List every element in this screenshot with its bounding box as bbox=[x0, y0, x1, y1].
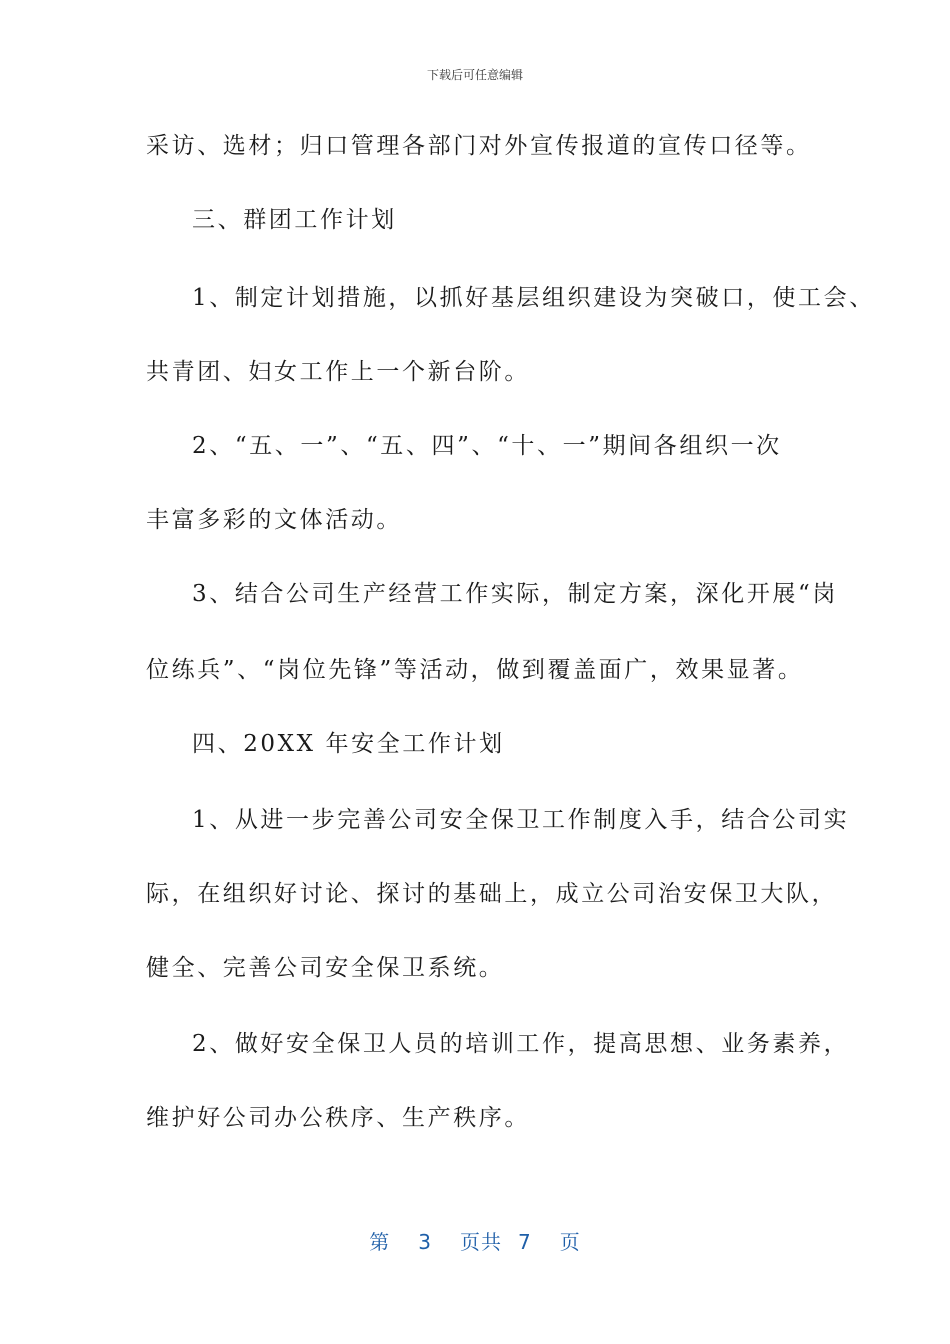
page-header-note: 下载后可任意编辑 bbox=[426, 68, 523, 82]
paragraph-line: 2、做好安全保卫人员的培训工作，提高思想、业务素养， bbox=[192, 1031, 850, 1057]
paragraph-line: 2、“五、一”、“五、四”、“十、一”期间各组织一次 bbox=[192, 433, 782, 459]
paragraph-line: 1、制定计划措施，以抓好基层组织建设为突破口，使工会、 bbox=[192, 285, 875, 311]
paragraph-line: 共青团、妇女工作上一个新台阶。 bbox=[146, 359, 530, 385]
paragraph-line: 位练兵”、“岗位先锋”等活动，做到覆盖面广，效果显著。 bbox=[146, 657, 804, 683]
current-page-number: 3 bbox=[418, 1230, 432, 1254]
paragraph-line: 3、结合公司生产经营工作实际，制定方案，深化开展“岗 bbox=[192, 581, 838, 607]
page-number-footer bbox=[0, 1226, 950, 1255]
footer-middle: 页共 bbox=[460, 1230, 502, 1254]
paragraph-line: 1、从进一步完善公司安全保卫工作制度入手，结合公司实 bbox=[192, 807, 850, 833]
paragraph-line: 维护好公司办公秩序、生产秩序。 bbox=[146, 1105, 530, 1131]
paragraph-line: 采访、选材；归口管理各部门对外宣传报道的宣传口径等。 bbox=[146, 133, 812, 159]
paragraph-line: 际，在组织好讨论、探讨的基础上，成立公司治安保卫大队， bbox=[146, 881, 838, 907]
section-heading: 三、群团工作计划 bbox=[192, 207, 397, 233]
total-pages-number: 7 bbox=[518, 1230, 532, 1254]
section-heading: 四、20XX 年安全工作计划 bbox=[192, 731, 505, 757]
footer-prefix: 第 bbox=[369, 1230, 391, 1254]
footer-suffix: 页 bbox=[559, 1230, 581, 1254]
paragraph-line: 健全、完善公司安全保卫系统。 bbox=[146, 955, 505, 981]
paragraph-line: 丰富多彩的文体活动。 bbox=[146, 507, 402, 533]
